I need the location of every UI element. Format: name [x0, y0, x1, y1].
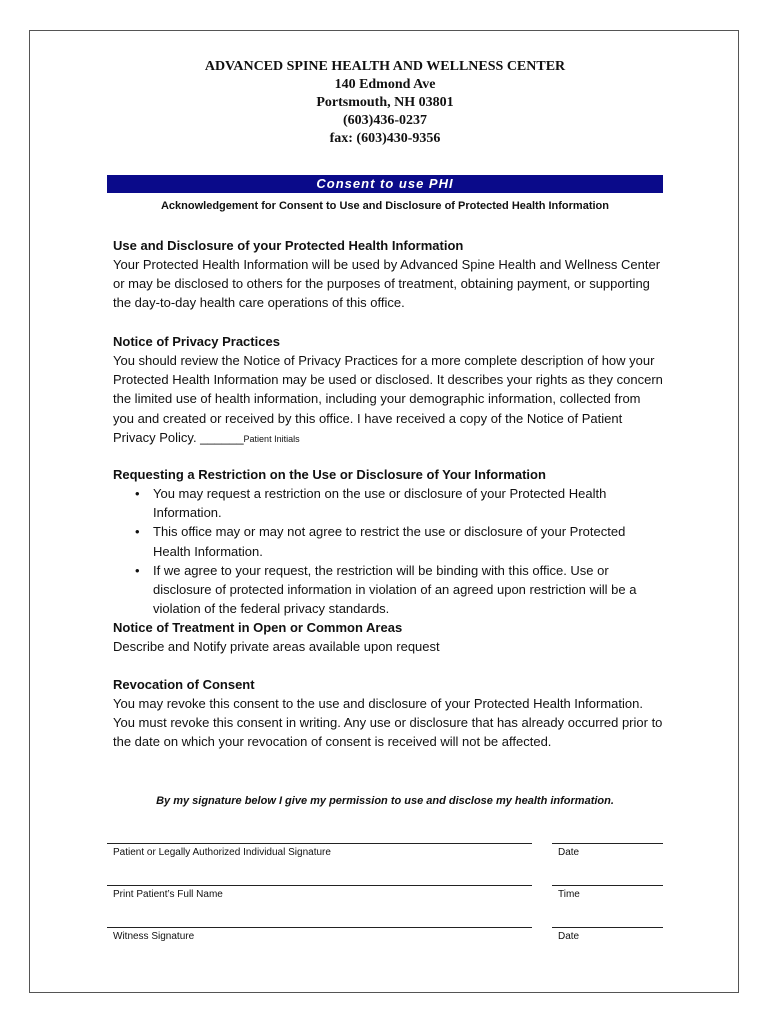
patient-initials-label: Patient Initials — [243, 433, 300, 444]
clinic-address: 140 Edmond Ave — [334, 77, 436, 92]
clinic-phone: (603)436-0237 — [343, 113, 427, 128]
section-heading-notice: Notice of Privacy Practices — [113, 334, 280, 349]
patient-signature-label: Patient or Legally Authorized Individual Signature — [113, 847, 331, 858]
list-item: • This office may or may not agree to restrict the use or disclosure of your Protected Health Information. — [135, 524, 626, 559]
section-body-notice — [113, 351, 663, 449]
permission-statement: By my signature below I give my permission to use and disclose my health information. — [156, 795, 614, 807]
date-label-1: Date — [558, 847, 580, 858]
print-name-label: Print Patient’s Full Name — [113, 889, 223, 900]
clinic-fax: fax: (603)430-9356 — [329, 131, 441, 146]
bullet-icon: • — [135, 524, 140, 540]
clinic-city: Portsmouth, NH 03801 — [316, 95, 454, 110]
section-heading-treatment: Notice of Treatment in Open or Common Areas — [113, 620, 403, 635]
date-label-2: Date — [558, 931, 580, 942]
date-line-2[interactable] — [552, 927, 663, 928]
section-heading-restriction: Requesting a Restriction on the Use or Disclosure of Your Information — [113, 467, 546, 482]
clinic-name: ADVANCED SPINE HEALTH AND WELLNESS CENTER — [204, 59, 566, 74]
restriction-list — [113, 484, 653, 618]
list-item: • If we agree to your request, the restriction will be binding with this office. Use or disclosure of protected information in violation of an agreed upon restriction will be a violation of the federal privacy standards. — [135, 562, 637, 617]
date-line-1[interactable] — [552, 843, 663, 844]
section-body-use: Your Protected Health Information will be used by Advanced Spine Health and Wellness Center or may be disclosed to others for the purposes of treatment, obtaining payment, or supporting the day-to-day health care operations of this office. — [113, 257, 661, 311]
bullet-icon: • — [135, 486, 140, 501]
section-heading-use: Use and Disclosure of your Protected Health Information — [113, 238, 464, 253]
notice-text: You should review the Notice of Privacy Practices for a more complete description of how your Protected Health Information may be used or disclosed. It describes your rights as they concern the limited use of health information, including your demographic information, collected from you and created or received by this office. I have received a copy of the Notice of Patient Privacy Policy. ______ — [113, 353, 663, 445]
patient-signature-line[interactable] — [107, 843, 532, 844]
section-heading-revocation: Revocation of Consent — [113, 677, 255, 692]
form-title-banner: Consent to use PHI — [107, 175, 663, 193]
list-item: • You may request a restriction on the use or disclosure of your Protected Health Information. — [135, 486, 607, 521]
bullet-icon: • — [135, 562, 140, 578]
print-name-line[interactable] — [107, 885, 532, 886]
witness-signature-label: Witness Signature — [113, 931, 195, 942]
form-subtitle: Acknowledgement for Consent to Use and Disclosure of Protected Health Information — [160, 200, 609, 212]
time-label: Time — [558, 889, 580, 900]
section-body-revocation: You may revoke this consent to the use and disclosure of your Protected Health Information. You must revoke this consent in writing. Any use or disclosure that has already occurred prior to the date on which your revocation of consent is received will not be affected. — [113, 696, 663, 750]
witness-signature-line[interactable] — [107, 927, 532, 928]
time-line[interactable] — [552, 885, 663, 886]
section-body-treatment: Describe and Notify private areas available upon request — [113, 639, 440, 654]
